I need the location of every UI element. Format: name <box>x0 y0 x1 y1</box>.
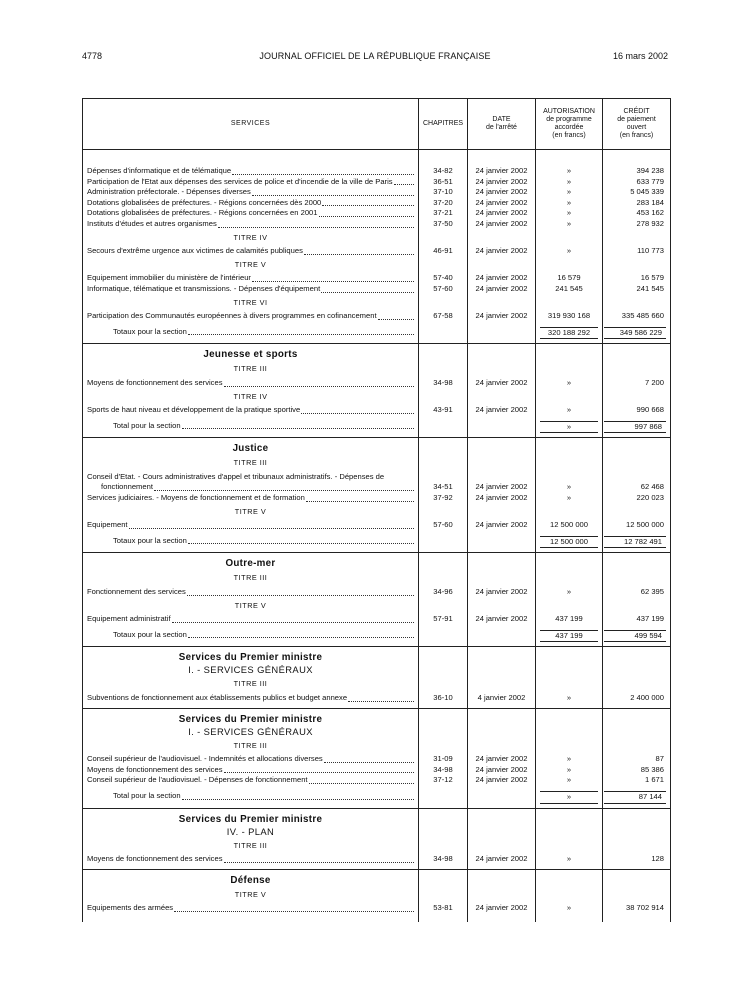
titre-heading: TITRE III <box>83 570 671 587</box>
table-row: Dépenses d'informatique et de télématique 34-82 24 janvier 2002 » 394 238 <box>83 166 671 177</box>
titre-heading: TITRE V <box>83 887 671 904</box>
table-row: Sports de haut niveau et développement de la pratique sportive 43-91 24 janvier 2002 » 990 668 <box>83 405 671 416</box>
section-heading: Services du Premier ministre <box>83 808 671 826</box>
issue-date: 16 mars 2002 <box>612 51 668 61</box>
table-row: Conseil supérieur de l'audiovisuel. - Dépenses de fonctionnement 37-12 24 janvier 2002 » 1 671 <box>83 775 671 786</box>
table-row: Fonctionnement des services 34-96 24 janvier 2002 » 62 395 <box>83 587 671 598</box>
table-row: Equipement 57-60 24 janvier 2002 12 500 000 12 500 000 <box>83 520 671 531</box>
table-header-row <box>83 99 671 150</box>
table-row: Moyens de fonctionnement des services 34-98 24 janvier 2002 » 85 386 <box>83 765 671 776</box>
table-row: Administration préfectorale. - Dépenses diverses 37-10 24 janvier 2002 » 5 045 339 <box>83 187 671 198</box>
section-total-row: Totaux pour la section 320 188 292 349 586 229 <box>83 327 671 340</box>
section-total-row: Total pour la section » 87 144 <box>83 791 671 804</box>
titre-heading: TITRE V <box>83 257 671 274</box>
titre-heading: TITRE V <box>83 598 671 615</box>
table-row: Conseil d'Etat. - Cours administratives d'appel et tribunaux administratifs. - Dépenses de fonctionnement 34-51 24 janvier 2002 » 62 468 <box>83 472 671 493</box>
table-row: Equipements des armées 53-81 24 janvier 2002 » 38 702 914 <box>83 903 671 914</box>
section-subheading: I. - SERVICES GÉNÉRAUX <box>83 726 671 738</box>
table-row: Dotations globalisées de préfectures. - Régions concernées dès 2000 37-20 24 janvier 2002 » 283 184 <box>83 198 671 209</box>
section-subheading: IV. - PLAN <box>83 826 671 838</box>
table-row: Informatique, télématique et transmissions. - Dépenses d'équipement 57-60 24 janvier 2002 241 545 241 545 <box>83 284 671 295</box>
col-header-chapitres: CHAPITRES <box>419 99 468 150</box>
section-total-row: Total pour la section » 997 868 <box>83 421 671 434</box>
titre-heading: TITRE III <box>83 738 671 755</box>
titre-heading: TITRE VI <box>83 295 671 312</box>
titre-heading: TITRE IV <box>83 389 671 406</box>
section-heading: Défense <box>83 869 671 887</box>
table-row: Conseil supérieur de l'audiovisuel. - Indemnités et allocations diverses 31-09 24 janvier 2002 » 87 <box>83 754 671 765</box>
col-header-credit: CRÉDIT de paiement ouvert (en francs) <box>603 99 671 150</box>
section-total-row: Totaux pour la section 12 500 000 12 782 491 <box>83 536 671 549</box>
titre-heading: TITRE III <box>83 361 671 378</box>
table-row: Equipement immobilier du ministère de l'intérieur 57-40 24 janvier 2002 16 579 16 579 <box>83 273 671 284</box>
table-row: Participation de l'Etat aux dépenses des services de police et d'incendie de la ville de Paris 36-51 24 janvier 2002 » 633 779 <box>83 177 671 188</box>
table-row: Dotations globalisées de préfectures. - Régions concernées en 2001 37-21 24 janvier 2002 » 453 162 <box>83 208 671 219</box>
col-header-date: DATE de l'arrêté <box>468 99 536 150</box>
table-row: Participation des Communautés européennes à divers programmes en cofinancement 67-58 24 janvier 2002 319 930 168 335 485 660 <box>83 311 671 322</box>
section-subheading: I. - SERVICES GÉNÉRAUX <box>83 664 671 676</box>
journal-title: JOURNAL OFFICIEL DE LA RÉPUBLIQUE FRANÇAISE <box>259 51 491 61</box>
col-header-autorisation: AUTORISATION de programme accordée (en francs) <box>536 99 603 150</box>
table-row: Instituts d'études et autres organismes 37-50 24 janvier 2002 » 278 932 <box>83 219 671 230</box>
credits-table <box>82 98 671 922</box>
titre-heading: TITRE IV <box>83 230 671 247</box>
table-row: Services judiciaires. - Moyens de fonctionnement et de formation 37-92 24 janvier 2002 » 220 023 <box>83 493 671 504</box>
table-row: Secours d'extrême urgence aux victimes de calamités publiques 46-91 24 janvier 2002 » 110 773 <box>83 246 671 257</box>
titre-heading: TITRE III <box>83 838 671 855</box>
section-heading: Outre-mer <box>83 553 671 571</box>
section-heading: Justice <box>83 438 671 456</box>
table-row: Equipement administratif 57-91 24 janvier 2002 437 199 437 199 <box>83 614 671 625</box>
col-header-services: SERVICES <box>83 99 419 150</box>
table-row: Moyens de fonctionnement des services 34-98 24 janvier 2002 » 7 200 <box>83 378 671 389</box>
titre-heading: TITRE III <box>83 455 671 472</box>
page-header <box>82 51 668 65</box>
section-heading: Services du Premier ministre <box>83 708 671 726</box>
section-total-row: Totaux pour la section 437 199 499 594 <box>83 630 671 643</box>
page-number: 4778 <box>82 51 103 61</box>
titre-heading: TITRE III <box>83 676 671 693</box>
section-heading: Jeunesse et sports <box>83 344 671 362</box>
titre-heading: TITRE V <box>83 504 671 521</box>
table-row: Subventions de fonctionnement aux établissements publics et budget annexe 36-10 4 janvier 2002 » 2 400 000 <box>83 693 671 704</box>
section-heading: Services du Premier ministre <box>83 647 671 665</box>
table-row: Moyens de fonctionnement des services 34-98 24 janvier 2002 » 128 <box>83 854 671 865</box>
